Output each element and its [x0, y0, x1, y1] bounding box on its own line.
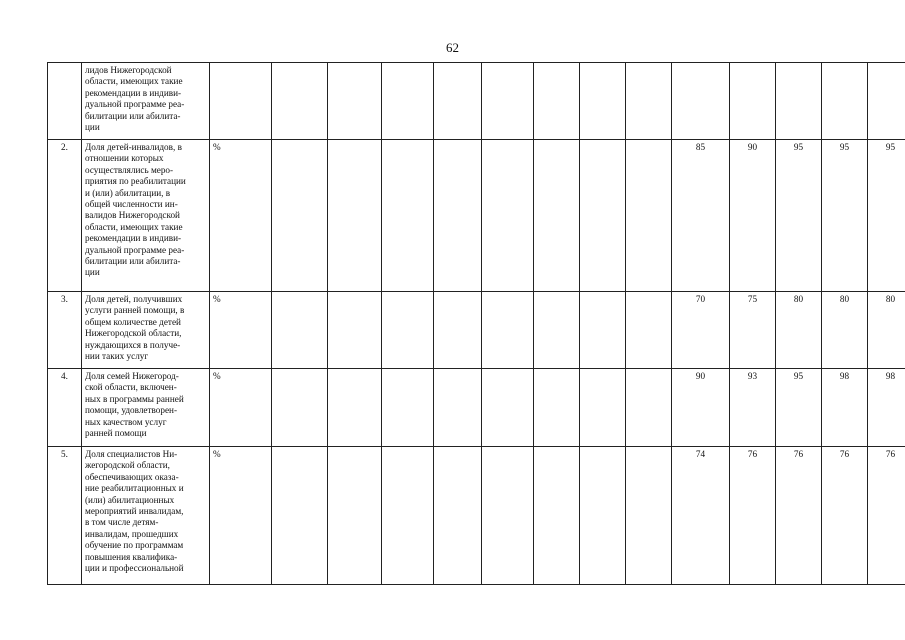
indicator-line: обеспечивающих оказа-: [85, 471, 179, 482]
indicator-line: (или) абилитационных: [85, 494, 175, 505]
value-cell: [776, 63, 822, 140]
value-cell: 80: [822, 292, 868, 369]
indicator-line: Доля детей-инвалидов, в: [85, 142, 182, 152]
value-cell: 76: [730, 447, 776, 585]
value-cell: 76: [868, 447, 905, 585]
row-number-cell: 3.: [48, 292, 82, 369]
empty-cell: [328, 369, 382, 447]
indicator-line: ции: [85, 122, 100, 133]
indicator-cell: [82, 140, 210, 292]
empty-cell: [482, 292, 534, 369]
value-cell: 98: [822, 369, 868, 447]
indicators-table: [47, 62, 905, 585]
indicator-line: ции и профессиональной: [85, 563, 184, 574]
indicator-line: области, имеющих такие: [85, 221, 183, 232]
indicator-line: Доля специалистов Ни-: [85, 449, 178, 459]
empty-cell: [626, 63, 672, 140]
empty-cell: [580, 369, 626, 447]
value-cell: 90: [730, 140, 776, 292]
indicator-line: инвалидам, прошедших: [85, 528, 179, 539]
indicator-line: ние реабилитационных и: [85, 483, 184, 494]
unit-cell: %: [210, 292, 272, 369]
unit-cell: %: [210, 369, 272, 447]
empty-cell: [482, 447, 534, 585]
indicator-line: билитации или абилита-: [85, 256, 181, 267]
empty-cell: [434, 140, 482, 292]
indicator-line: Нижегородской области,: [85, 328, 182, 339]
empty-cell: [328, 447, 382, 585]
empty-cell: [272, 63, 328, 140]
row-number-cell: 4.: [48, 369, 82, 447]
empty-cell: [580, 292, 626, 369]
value-cell: 74: [672, 447, 730, 585]
value-cell: 93: [730, 369, 776, 447]
empty-cell: [626, 140, 672, 292]
table-row: [48, 369, 905, 447]
indicator-cell: [82, 292, 210, 369]
indicator-line: Доля детей, получивших: [85, 294, 183, 304]
indicator-line: жегородской области,: [85, 460, 170, 471]
empty-cell: [328, 140, 382, 292]
empty-cell: [534, 369, 580, 447]
empty-cell: [434, 447, 482, 585]
table-row: [48, 140, 905, 292]
empty-cell: [580, 63, 626, 140]
empty-cell: [272, 140, 328, 292]
indicator-line: валидов Нижегородской: [85, 210, 180, 221]
indicator-line: ных качеством услуг: [85, 416, 167, 427]
empty-cell: [382, 369, 434, 447]
value-cell: 98: [868, 369, 905, 447]
indicator-line: лидов Нижегородской: [85, 65, 172, 75]
indicator-line: помощи, удовлетворен-: [85, 405, 178, 416]
empty-cell: [482, 63, 534, 140]
indicator-line: дуальной программе реа-: [85, 99, 185, 110]
empty-cell: [272, 369, 328, 447]
indicator-line: Доля семей Нижегород-: [85, 371, 179, 381]
empty-cell: [328, 292, 382, 369]
empty-cell: [626, 447, 672, 585]
row-number-cell: 5.: [48, 447, 82, 585]
empty-cell: [328, 63, 382, 140]
row-number-cell: [48, 63, 82, 140]
empty-cell: [434, 63, 482, 140]
empty-cell: [434, 369, 482, 447]
table-row: [48, 292, 905, 369]
indicator-line: обучение по программам: [85, 540, 184, 551]
indicator-cell: [82, 63, 210, 140]
indicator-line: нии таких услуг: [85, 351, 149, 362]
table-body: [48, 63, 905, 585]
empty-cell: [382, 447, 434, 585]
empty-cell: [534, 447, 580, 585]
value-cell: 85: [672, 140, 730, 292]
empty-cell: [272, 447, 328, 585]
table-row: [48, 63, 905, 140]
indicator-line: дуальной программе реа-: [85, 244, 185, 255]
value-cell: [868, 63, 905, 140]
indicator-line: приятия по реабилитации: [85, 176, 186, 187]
empty-cell: [482, 140, 534, 292]
indicator-line: рекомендации в индиви-: [85, 87, 182, 98]
empty-cell: [580, 447, 626, 585]
unit-cell: [210, 63, 272, 140]
indicator-line: билитации или абилита-: [85, 110, 181, 121]
indicator-line: области, имеющих такие: [85, 76, 183, 87]
value-cell: 90: [672, 369, 730, 447]
value-cell: 95: [822, 140, 868, 292]
indicator-line: услуги ранней помощи, в: [85, 305, 185, 316]
empty-cell: [580, 140, 626, 292]
value-cell: 80: [776, 292, 822, 369]
empty-cell: [534, 292, 580, 369]
unit-cell: %: [210, 140, 272, 292]
row-number-cell: 2.: [48, 140, 82, 292]
empty-cell: [434, 292, 482, 369]
value-cell: [730, 63, 776, 140]
indicator-line: в том числе детям-: [85, 517, 159, 528]
value-cell: 76: [822, 447, 868, 585]
indicator-line: повышения квалифика-: [85, 551, 178, 562]
value-cell: [822, 63, 868, 140]
page-number: 62: [446, 40, 459, 55]
indicator-cell: [82, 369, 210, 447]
value-cell: 70: [672, 292, 730, 369]
indicator-line: ранней помощи: [85, 428, 147, 439]
empty-cell: [626, 292, 672, 369]
empty-cell: [482, 369, 534, 447]
indicator-line: мероприятий инвалидам,: [85, 506, 184, 517]
empty-cell: [626, 369, 672, 447]
value-cell: 76: [776, 447, 822, 585]
value-cell: 75: [730, 292, 776, 369]
indicator-line: отношении которых: [85, 153, 164, 164]
table-row: [48, 447, 905, 585]
value-cell: 95: [868, 140, 905, 292]
indicator-line: ской области, включен-: [85, 382, 177, 393]
value-cell: [672, 63, 730, 140]
indicator-line: осуществлялись меро-: [85, 164, 174, 175]
indicator-line: общем количестве детей: [85, 316, 181, 327]
empty-cell: [382, 63, 434, 140]
indicator-line: общей численности ин-: [85, 199, 178, 210]
empty-cell: [534, 63, 580, 140]
indicator-cell: [82, 447, 210, 585]
empty-cell: [272, 292, 328, 369]
value-cell: 80: [868, 292, 905, 369]
empty-cell: [534, 140, 580, 292]
indicator-line: и (или) абилитации, в: [85, 187, 171, 198]
indicator-line: ных в программы ранней: [85, 393, 184, 404]
indicator-line: ции: [85, 267, 100, 278]
empty-cell: [382, 292, 434, 369]
value-cell: 95: [776, 369, 822, 447]
indicator-line: рекомендации в индиви-: [85, 233, 182, 244]
empty-cell: [382, 140, 434, 292]
unit-cell: %: [210, 447, 272, 585]
value-cell: 95: [776, 140, 822, 292]
indicator-line: нуждающихся в получе-: [85, 339, 181, 350]
